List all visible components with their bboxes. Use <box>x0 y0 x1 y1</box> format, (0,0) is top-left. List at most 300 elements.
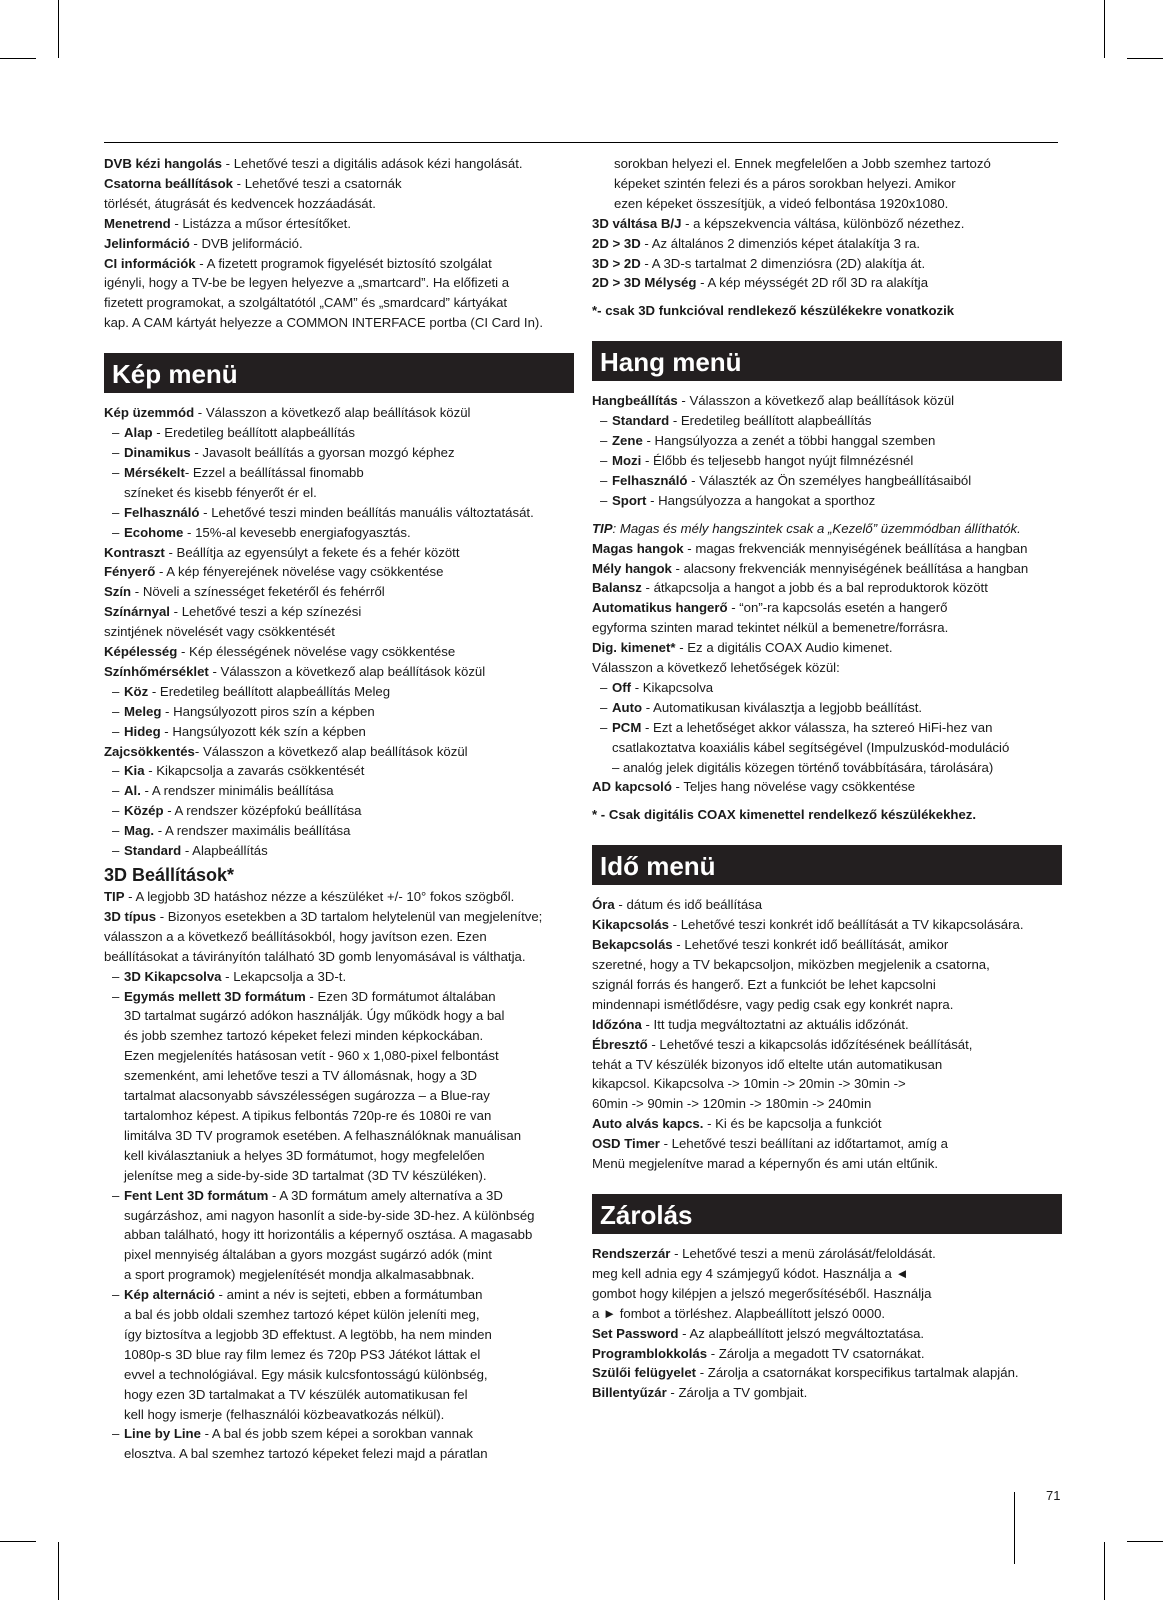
description: - Automatikusan kiválasztja a legjobb beállítást. <box>642 699 923 715</box>
text-line <box>592 955 1062 975</box>
text-line <box>104 1026 574 1046</box>
term: Set Password <box>592 1325 679 1341</box>
description: - A kép fényerejének növelése vagy csökkentése <box>155 564 444 580</box>
text-line <box>104 907 574 927</box>
list-item <box>104 781 574 801</box>
description: - a képszekvencia váltása, különböző nézethez. <box>681 215 965 231</box>
text-line <box>592 618 1062 638</box>
kep-section <box>104 403 574 861</box>
text-line <box>592 1244 1062 1264</box>
description: Menü megjelenítve marad a képernyőn és ami után eltűnik. <box>592 1156 938 1172</box>
text-line <box>592 301 1062 321</box>
crop-mark <box>0 1541 36 1542</box>
description: - Válasszon a következő alap beállítások közül <box>677 393 955 409</box>
term: Közép <box>124 803 164 819</box>
description: és jobb szemhez tartozó képeket felezi minden képkockában. <box>124 1028 484 1044</box>
description: sorokban helyezi el. Ennek megfelelően a Jobb szemhez tartozó <box>614 156 991 171</box>
d3-section <box>104 887 574 1464</box>
ido-section <box>592 895 1062 1174</box>
description: 1080p-s 3D blue ray film lemez és 720p PS3 Játékot láttak el <box>124 1346 481 1362</box>
description: így biztosítva a legjobb 3D effektust. A legtöbb, ha nem minden <box>124 1326 492 1342</box>
description: - Kikapcsolva <box>631 679 714 695</box>
section-header-ido: Idő menü <box>592 845 1062 885</box>
text-line <box>592 1015 1062 1035</box>
description: 60min -> 90min -> 120min -> 180min -> 240min <box>592 1096 872 1112</box>
description: - Kikapcsolja a zavarás csökkentését <box>144 763 365 779</box>
description: Válasszon a következő lehetőségek közül: <box>592 660 840 676</box>
text-line <box>104 254 574 274</box>
description: - Zárolja a megadott TV csatornákat. <box>707 1345 925 1361</box>
description: jelenítse meg a side-by-side 3D tartalmat (3D TV készüléken). <box>124 1167 487 1183</box>
term: TIP <box>592 520 613 536</box>
text-line <box>592 1324 1062 1344</box>
spacer <box>592 797 1062 805</box>
list-item <box>104 841 574 861</box>
text-line <box>104 1325 574 1345</box>
description: - Lehetővé teszi a kép színezési <box>169 604 362 620</box>
term: 3D típus <box>104 908 157 924</box>
term: Automatikus hangerő <box>592 600 728 616</box>
text-line <box>592 559 1062 579</box>
text-line <box>104 1206 574 1226</box>
description: limitálva 3D TV programok esetében. A felhasználóknak manuálisan <box>124 1127 522 1143</box>
spacer <box>592 293 1062 301</box>
list-item <box>104 987 574 1007</box>
text-line <box>592 758 1062 778</box>
list-item <box>104 443 574 463</box>
text-line <box>104 1126 574 1146</box>
list-item <box>104 702 574 722</box>
list-item <box>104 722 574 742</box>
term: Sport <box>612 492 647 508</box>
term: Menetrend <box>104 215 171 231</box>
term: Mérsékelt <box>124 464 185 480</box>
description: - Itt tudja megváltoztatni az aktuális időzónát. <box>641 1016 909 1032</box>
text-line <box>592 214 1062 234</box>
text-line <box>104 1146 574 1166</box>
text-line <box>104 1265 574 1285</box>
term: Szín <box>104 584 132 600</box>
description: a ► fombot a törléshez. Alapbeállított jelszó 0000. <box>592 1305 886 1321</box>
description: - Növeli a színességet feketéről és fehérről <box>131 584 385 600</box>
description: - Lehetővé teszi konkrét idő beállítását a TV kikapcsolására. <box>668 917 1024 933</box>
description: evvel a technológiával. Egy másik kulcsfontosságú különbség, <box>124 1366 488 1382</box>
text-line <box>592 598 1062 618</box>
text-line <box>104 1066 574 1086</box>
term: Hideg <box>124 723 161 739</box>
term: Zajcsökkentés <box>104 743 195 759</box>
description: - Ezen 3D formátumot általában <box>305 988 496 1004</box>
description: - A legjobb 3D hatáshoz nézze a készüléket +/- 10° fokos szögből. <box>124 889 515 904</box>
description: - Javasolt beállítás a gyorsan mozgó képhez <box>190 444 455 460</box>
list-item <box>592 411 1062 431</box>
text-line <box>592 1363 1062 1383</box>
term: Standard <box>124 843 182 859</box>
description: - Bizonyos esetekben a 3D tartalom helytelenül van megjelenítve; <box>156 908 543 924</box>
description: - Hangsúlyozott kék szín a képben <box>160 723 366 739</box>
top-rule <box>104 142 1058 143</box>
list-item <box>104 523 574 543</box>
description: igényli, hogy a TV-be be legyen helyezve a „smartcard”. Ha előfizeti a <box>104 275 510 291</box>
term: Mag. <box>124 823 155 839</box>
crop-mark <box>58 0 59 58</box>
description: egyforma szinten marad tekintet nélkül a bemenetre/forrásra. <box>592 620 949 636</box>
d3-continuation <box>592 154 1062 321</box>
intro-section <box>104 154 574 333</box>
description: – analóg jelek digitális közegen történő továbbítására, tárolására) <box>612 759 994 775</box>
term: Kép alternáció <box>124 1287 215 1303</box>
list-item <box>104 503 574 523</box>
list-item <box>104 761 574 781</box>
description: - A rendszer minimális beállítása <box>140 783 334 799</box>
term: Kép üzemmód <box>104 405 195 421</box>
text-line <box>104 622 574 642</box>
text-line <box>592 1094 1062 1114</box>
description: - A kép méysségét 2D ről 3D ra alakítja <box>696 275 929 291</box>
term: Magas hangok <box>592 540 684 556</box>
term: 2D > 3D <box>592 235 641 251</box>
description: ezen képeket összesítjük, a videó felbontása 1920x1080. <box>614 195 949 211</box>
description: - Hangsúlyozza a zenét a többi hanggal szemben <box>642 433 936 449</box>
section-header-zarolas: Zárolás <box>592 1194 1062 1234</box>
term: 2D > 3D Mélység <box>592 275 697 291</box>
list-item <box>592 491 1062 511</box>
description: - Az alapbeállított jelszó megváltoztatása. <box>678 1325 925 1341</box>
description: - Eredetileg beállított alapbeállítás Meleg <box>148 683 391 699</box>
term: Köz <box>124 683 149 699</box>
description: - Lehetővé teszi a menü zárolását/feloldását. <box>670 1245 936 1261</box>
list-item <box>592 678 1062 698</box>
term: Jelinformáció <box>104 235 190 251</box>
term: Fényerő <box>104 564 156 580</box>
crop-mark <box>58 1542 59 1600</box>
description: - A 3D-s tartalmat 2 dimenziósra (2D) alakítja át. <box>640 255 926 271</box>
term: Mély hangok <box>592 560 672 576</box>
list-item <box>104 967 574 987</box>
text-line <box>104 154 574 174</box>
description: - Lehetővé teszi a digitális adások kézi hangolását. <box>222 156 523 171</box>
text-line <box>104 1006 574 1026</box>
text-line <box>592 1383 1062 1403</box>
crop-mark <box>0 58 36 59</box>
text-line <box>104 1225 574 1245</box>
term: Meleg <box>124 703 162 719</box>
description: - Beállítja az egyensúlyt a fekete és a fehér között <box>164 544 460 560</box>
text-line <box>592 1114 1062 1134</box>
description: - Alapbeállítás <box>181 843 268 859</box>
description: gombot hogy kilépjen a jelszó megerősítéséből. Használja <box>592 1285 932 1301</box>
text-line <box>592 273 1062 293</box>
text-line <box>592 174 1062 194</box>
description: - Zárolja a TV gombjait. <box>666 1385 808 1401</box>
text-line <box>104 642 574 662</box>
term: Felhasználó <box>124 504 200 520</box>
text-line <box>592 658 1062 678</box>
term: Szülői felügyelet <box>592 1365 697 1381</box>
text-line <box>592 578 1062 598</box>
text-line <box>592 638 1062 658</box>
term: Mozi <box>612 452 642 468</box>
text-line <box>104 543 574 563</box>
description: - Zárolja a csatornákat korspecifikus tartalmak alapján. <box>696 1365 1019 1381</box>
description: : Magas és mély hangszintek csak a „Kezelő” üzemmódban állíthatók. <box>612 520 1021 536</box>
text-line <box>104 562 574 582</box>
term: Programblokkolás <box>592 1345 708 1361</box>
description: - DVB jeliformáció. <box>189 235 303 251</box>
term: DVB kézi hangolás <box>104 156 222 171</box>
text-line <box>104 194 574 214</box>
description: - dátum és idő beállítása <box>614 897 763 913</box>
term: * - Csak digitális COAX kimenettel rendelkező készülékekhez. <box>592 807 977 823</box>
description: kell kiválasztaniuk a helyes 3D formátumot, hogy megfelelően <box>124 1147 485 1163</box>
text-line <box>592 194 1062 214</box>
term: OSD Timer <box>592 1136 660 1152</box>
term: Dinamikus <box>124 444 191 460</box>
list-item <box>104 1424 574 1444</box>
text-line <box>592 234 1062 254</box>
term: *- csak 3D funkcióval rendlekező készülékekre vonatkozik <box>592 303 955 319</box>
term: Fent Lent 3D formátum <box>124 1187 269 1203</box>
left-column <box>104 154 574 1464</box>
description: mindennapi ismétlődésre, vagy pedig csak egy konkrét napra. <box>592 996 954 1012</box>
description: pixel mennyiség általában a gyors mozgást sugárzó adók (mint <box>124 1247 492 1263</box>
description: - Eredetileg beállított alapbeállítás <box>669 413 872 429</box>
list-item <box>592 471 1062 491</box>
description: - Válasszon a következő alap beállítások közül <box>194 743 468 759</box>
list-item <box>592 451 1062 471</box>
term: Kia <box>124 763 145 779</box>
term: 3D > 2D <box>592 255 641 271</box>
description: Ezen megjelenítés hatásosan vetít - 960 x 1,080-pixel felbontást <box>124 1048 499 1064</box>
term: Auto alvás kapcs. <box>592 1116 704 1132</box>
list-item <box>104 1186 574 1206</box>
description: - Teljes hang növelése vagy csökkentése <box>671 779 916 795</box>
description: - magas frekvenciák mennyiségének beállítása a hangban <box>683 540 1028 556</box>
text-line <box>104 927 574 947</box>
list-item <box>104 801 574 821</box>
description: - Ez a digitális COAX Audio kimenet. <box>675 640 893 656</box>
text-line <box>104 483 574 503</box>
crop-mark <box>1127 58 1163 59</box>
description: - A fizetett programok figyelését biztosító szolgálat <box>195 255 492 271</box>
description: fizetett programokat, a szolgáltatótól „CAM” és „smardcard” kártyákat <box>104 295 508 311</box>
description: tartalomhoz képest. A tipikus felbontás 720p-re és 1080i re van <box>124 1107 492 1123</box>
description: - alacsony frekvenciák mennyiségének beállítása a hangban <box>671 560 1029 576</box>
text-line <box>104 1106 574 1126</box>
spacer <box>592 511 1062 519</box>
text-line <box>104 1444 574 1464</box>
term: Auto <box>612 699 643 715</box>
text-line <box>104 1365 574 1385</box>
text-line <box>592 1304 1062 1324</box>
term: Képélesség <box>104 644 178 660</box>
description: - Lehetővé teszi minden beállítás manuális változtatását. <box>199 504 534 520</box>
text-line <box>104 947 574 967</box>
description: - Lehetővé teszi a kikapcsolás időzítésének beállítását, <box>647 1036 973 1052</box>
description: képeket szintén felezi és a páros sorokban helyezi. Amikor <box>614 175 956 191</box>
text-line <box>104 1046 574 1066</box>
text-line <box>104 1305 574 1325</box>
description: - Listázza a műsor értesítőket. <box>170 215 351 231</box>
subheading-3d: 3D Beállítások* <box>104 865 235 885</box>
text-line <box>592 154 1062 174</box>
description: - Eredetileg beállított alapbeállítás <box>152 425 355 441</box>
term: Dig. kimenet* <box>592 640 676 656</box>
description: kap. A CAM kártyát helyezze a COMMON INTERFACE portba (CI Card In). <box>104 315 543 331</box>
description: szintjének növelését vagy csökkentését <box>104 624 335 640</box>
term: Off <box>612 679 632 695</box>
text-line <box>104 1086 574 1106</box>
list-item <box>104 682 574 702</box>
section-header-kep: Kép menü <box>104 353 574 393</box>
text-line <box>104 293 574 313</box>
text-line <box>104 602 574 622</box>
description: csatlakoztatva koaxiális kábel segítségével (Impulzuskód-moduláció <box>612 739 1010 755</box>
text-line <box>104 887 574 907</box>
crop-mark <box>1104 0 1105 58</box>
text-line <box>104 1166 574 1186</box>
right-column <box>592 154 1062 1403</box>
text-line <box>104 1245 574 1265</box>
description: szignál forrás és hangerő. Ezt a funkciót be lehet kapcsolni <box>592 976 936 992</box>
description: a bal és jobb oldali szemhez tartozó képet külön jeleníti meg, <box>124 1307 480 1323</box>
description: - “on”-ra kapcsolás esetén a hangerő <box>727 600 948 616</box>
term: CI információk <box>104 255 196 271</box>
description: - Ezt a lehetőséget akkor válassza, ha sztereó HiFi-hez van <box>641 719 993 735</box>
description: a sport programok) megjelenítését mondja alkalmasabbnak. <box>124 1267 475 1283</box>
term: Felhasználó <box>612 472 688 488</box>
text-line <box>592 1344 1062 1364</box>
term: Balansz <box>592 580 642 596</box>
description: tehát a TV készülék bizonyos idő eltelte után automatikusan <box>592 1056 943 1072</box>
text-line <box>592 1154 1062 1174</box>
term: Csatorna beállítások <box>104 175 233 191</box>
description: - Lehetővé teszi beállítani az időtartamot, amíg a <box>659 1136 949 1152</box>
term: Kontraszt <box>104 544 165 560</box>
list-item <box>592 718 1062 738</box>
text-line <box>104 1345 574 1365</box>
description: - Lekapcsolja a 3D-t. <box>221 968 347 984</box>
text-line <box>592 915 1062 935</box>
text-line <box>104 273 574 293</box>
term: 3D Kikapcsolva <box>124 968 222 984</box>
description: - amint a név is sejteti, ebben a formátumban <box>214 1287 483 1303</box>
term: TIP <box>104 889 125 904</box>
text-line <box>592 254 1062 274</box>
description: törlését, átugrását és kedvencek hozzáadását. <box>104 195 376 211</box>
text-line <box>592 738 1062 758</box>
term: Ecohome <box>124 524 184 540</box>
description: - Válasszon a következő alap beállítások közül <box>208 663 486 679</box>
text-line <box>592 975 1062 995</box>
text-line <box>592 1074 1062 1094</box>
section-header-hang: Hang menü <box>592 341 1062 381</box>
description: színeket és kisebb fényerőt ér el. <box>124 484 317 500</box>
description: - Ezzel a beállítással finomabb <box>184 464 364 480</box>
list-item <box>104 821 574 841</box>
description: szeretné, hogy a TV bekapcsoljon, miközben megjelenik a csatorna, <box>592 957 990 972</box>
list-item <box>104 1285 574 1305</box>
text-line <box>104 742 574 762</box>
description: hogy ezen 3D tartalmakat a TV készülék automatikusan fel <box>124 1386 468 1402</box>
term: Ébresztő <box>592 1036 648 1052</box>
term: Zene <box>612 433 643 449</box>
description: kell hogy ismerje (felhasználói közbeavatkozás nélkül). <box>124 1406 445 1422</box>
text-line <box>592 1055 1062 1075</box>
text-line <box>592 995 1062 1015</box>
description: - A rendszer középfokú beállítása <box>163 803 362 819</box>
text-line <box>104 234 574 254</box>
description: abban található, hogy itt horizontális a képernyő osztása. A magasabb <box>124 1227 533 1243</box>
term: Kikapcsolás <box>592 917 669 933</box>
term: Line by Line <box>124 1426 201 1442</box>
text-line <box>104 313 574 333</box>
term: Színárnyal <box>104 604 170 620</box>
text-line <box>104 1405 574 1425</box>
text-line <box>592 1134 1062 1154</box>
description: kikapcsol. Kikapcsolva -> 10min -> 20min -> 30min -> <box>592 1076 906 1092</box>
description: szemenként, ami lehetőve teszi a TV állomásnak, hogy a 3D <box>124 1068 478 1084</box>
term: Időzóna <box>592 1016 642 1032</box>
text-line <box>592 935 1062 955</box>
description: - Lehetővé teszi a csatornák <box>233 175 402 191</box>
text-line <box>592 1264 1062 1284</box>
list-item <box>592 698 1062 718</box>
description: - Ki és be kapcsolja a funkciót <box>703 1116 882 1132</box>
description: - Hangsúlyozza a hangokat a sporthoz <box>646 492 876 508</box>
term: 3D váltása B/J <box>592 215 682 231</box>
crop-mark <box>1127 1541 1163 1542</box>
text-line <box>104 1385 574 1405</box>
description: sugárzáshoz, ami nagyon hasonlít a side-by-side 3D-hez. A különbség <box>124 1207 535 1223</box>
text-line <box>104 662 574 682</box>
term: Színhőmérséklet <box>104 663 209 679</box>
description: - Kép élességének növelése vagy csökkentése <box>177 644 456 660</box>
description: elosztva. A bal szemhez tartozó képeket felezi majd a páratlan <box>124 1446 488 1462</box>
text-line <box>592 1035 1062 1055</box>
description: - A bal és jobb szem képei a sorokban vannak <box>200 1426 473 1442</box>
description: - Válasszon a következő alap beállítások közül <box>194 405 471 421</box>
zar-section <box>592 1244 1062 1403</box>
text-line <box>104 582 574 602</box>
term: Alap <box>124 425 153 441</box>
term: Standard <box>612 413 670 429</box>
term: Rendszerzár <box>592 1245 671 1261</box>
description: - Választék az Ön személyes hangbeállításaiból <box>687 472 972 488</box>
term: Hangbeállítás <box>592 393 678 409</box>
hang-section <box>592 391 1062 825</box>
description: 3D tartalmat sugárzó adókon használják. Úgy működk hogy a bal <box>124 1008 505 1024</box>
text-line <box>592 539 1062 559</box>
text-line <box>592 895 1062 915</box>
text-line <box>104 403 574 423</box>
text-line <box>592 391 1062 411</box>
term: PCM <box>612 719 642 735</box>
list-item <box>104 463 574 483</box>
description: - átkapcsolja a hangot a jobb és a bal reproduktorok között <box>641 580 988 596</box>
description: - Élőbb és teljesebb hangot nyújt filmnézésnél <box>641 452 914 468</box>
term: Al. <box>124 783 141 799</box>
term: Óra <box>592 897 615 913</box>
term: Bekapcsolás <box>592 937 673 953</box>
crop-mark <box>1104 1542 1105 1600</box>
description: - Hangsúlyozott piros szín a képben <box>161 703 375 719</box>
text-line <box>592 1284 1062 1304</box>
description: meg kell adnia egy 4 számjegyű kódot. Használja a ◄ <box>592 1265 909 1281</box>
description: válasszon a a következő beállításokból, hogy javítson ezen. Ezen <box>104 928 487 944</box>
description: tartalmat alacsonyabb sávszélességen sugározza – a Blue-ray <box>124 1088 490 1104</box>
description: - A rendszer maximális beállítása <box>154 823 351 839</box>
